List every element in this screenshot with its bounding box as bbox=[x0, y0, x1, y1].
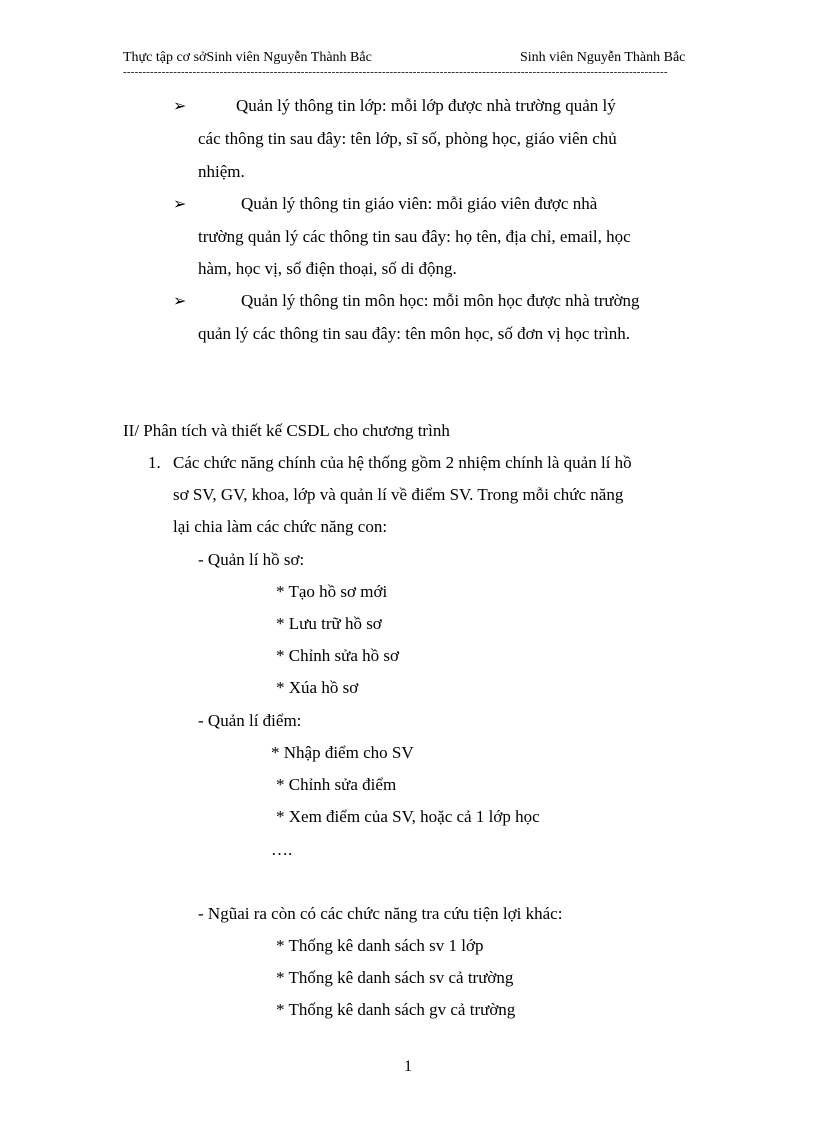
bullet-2-line-3: hàm, học vị, số điện thoại, số di động. bbox=[198, 259, 457, 278]
group-3-title: - Ngũai ra còn có các chức năng tra cứu tiện lợi khác: bbox=[198, 904, 563, 923]
bullet-2-line-1: Quản lý thông tin giáo viên: mỗi giáo viên được nhà bbox=[241, 194, 598, 213]
group-1-item: * Xúa hồ sơ bbox=[276, 678, 359, 697]
item-line-2: sơ SV, GV, khoa, lớp và quản lí về điểm SV. Trong mỗi chức năng bbox=[173, 485, 624, 504]
bullet-1-line-1: Quản lý thông tin lớp: mỗi lớp được nhà trường quản lý bbox=[236, 96, 616, 115]
arrow-bullet-icon: ➢ bbox=[173, 196, 187, 213]
page-number: 1 bbox=[404, 1058, 412, 1075]
group-2-ellipsis: …. bbox=[271, 840, 293, 859]
bullet-2-line-2: trường quản lý các thông tin sau đây: họ tên, địa chỉ, email, học bbox=[198, 227, 631, 246]
header-right-text: Sinh viên Nguyễn Thành Bắc bbox=[520, 50, 686, 65]
group-3-item: * Thống kê danh sách sv cả trường bbox=[276, 968, 514, 987]
group-1-item: * Tạo hồ sơ mới bbox=[276, 582, 388, 601]
group-2-item: * Chỉnh sửa điểm bbox=[276, 775, 397, 794]
group-1-item: * Lưu trữ hồ sơ bbox=[276, 614, 382, 633]
group-1-item: * Chỉnh sửa hồ sơ bbox=[276, 646, 400, 665]
bullet-3-line-1: Quản lý thông tin môn học: mỗi môn học được nhà trường bbox=[241, 291, 640, 310]
bullet-3-line-2: quản lý các thông tin sau đây: tên môn học, số đơn vị học trình. bbox=[198, 324, 631, 343]
arrow-bullet-icon: ➢ bbox=[173, 293, 187, 310]
item-number: 1. bbox=[148, 453, 161, 472]
bullet-1-line-3: nhiệm. bbox=[198, 162, 245, 181]
bullet-1-line-2: các thông tin sau đây: tên lớp, sĩ số, phòng học, giáo viên chủ bbox=[198, 129, 617, 148]
item-line-1: Các chức năng chính của hệ thống gồm 2 nhiệm chính là quản lí hồ bbox=[173, 453, 632, 472]
group-2-item: * Nhập điểm cho SV bbox=[271, 743, 414, 762]
group-3-item: * Thống kê danh sách gv cả trường bbox=[276, 1000, 516, 1019]
group-2-title: - Quản lí điểm: bbox=[198, 711, 302, 730]
group-2-item: * Xem điểm của SV, hoặc cả 1 lớp học bbox=[276, 807, 540, 826]
item-line-3: lại chia làm các chức năng con: bbox=[173, 517, 388, 536]
arrow-bullet-icon: ➢ bbox=[173, 98, 187, 115]
section-heading: II/ Phân tích và thiết kế CSDL cho chương trình bbox=[123, 421, 450, 440]
header-left-text: Thực tập cơ sởSinh viên Nguyễn Thành Bắc bbox=[123, 50, 372, 65]
group-1-title: - Quản lí hồ sơ: bbox=[198, 550, 305, 569]
group-3-item: * Thống kê danh sách sv 1 lớp bbox=[276, 936, 484, 955]
header-separator: --------------------------------------------------------------------------------------------------------------------------------------------- bbox=[123, 66, 668, 78]
